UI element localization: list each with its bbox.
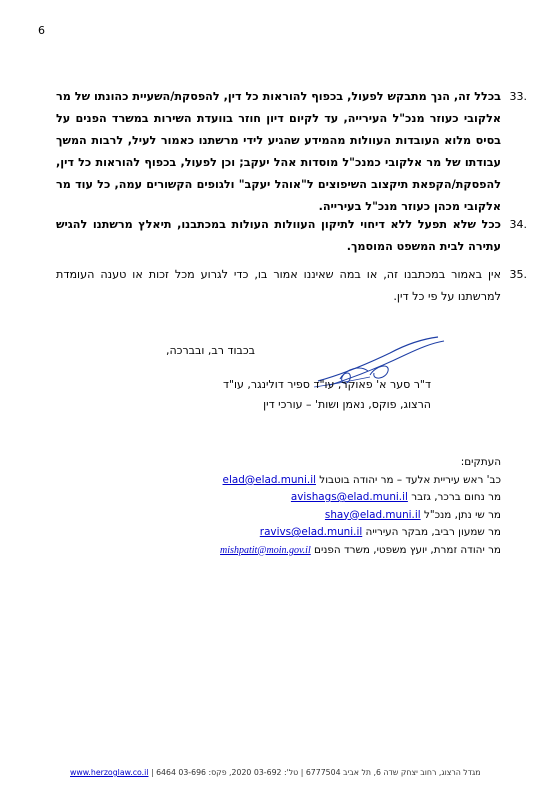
list-item (181, 507, 501, 525)
paragraph-number: 34. (509, 218, 527, 231)
firm-name: הרצוג, פוקס, נאמן ושות' – עורכי דין (263, 398, 431, 411)
recipient-name: מר שמעון רביב, מבקר העירייה (365, 526, 501, 538)
footer (70, 768, 515, 777)
recipient-email-link[interactable]: mishpatit@moin.gov.il (220, 544, 311, 556)
paragraph-number: 35. (509, 268, 527, 281)
recipient-email-link[interactable]: avishags@elad.muni.il (290, 491, 408, 503)
list-item (181, 542, 501, 560)
recipient-email-link[interactable]: elad@elad.muni.il (222, 473, 316, 486)
copies-list (181, 454, 501, 559)
paragraph-33 (56, 86, 527, 218)
website-link[interactable]: www.herzoglaw.co.il (70, 768, 149, 777)
paragraph-text: בכלל זה, הנך מתבקש לפעול, בכפוף להוראות כל דין, להפסקת/השעיית כהונתו של מר אלקובי כעוזר מנכ"ל העירייה, עד לקיום דיון חוזר בוועדת השירות במשרד הפנים על בסיס מלוא העובדות העוולות מהמידע שהגיע לידי מרשתנו כאמור לעיל, לרבות המשך עבודתו של מר אלקובי כמנכ"ל מוסדות אהל יעקב; וכן לפעול, בכפוף להוראות כל דין, להפסקת/הקפאת תיקצוב השיפוצים ל"אוהל יעקב" ולגופים הקשורים עמה, כל עוד מר אלקובי מכהן כעוזר מנכ"ל בעירייה. (56, 90, 501, 213)
closing-greeting: בכבוד רב, ובברכה, (165, 344, 255, 357)
page-number: 6 (38, 24, 45, 37)
paragraph-text: ככל שלא תפעל ללא דיחוי לתיקון העוולות העולות במכתבנו, תיאלץ מרשתנו להגיש עתירה לבית המשפט המוסמך. (56, 218, 501, 253)
copies-title: העתקים: (460, 456, 501, 468)
list-item (181, 524, 501, 542)
list-item (181, 472, 501, 490)
recipient-name: מר נחום ברכר, גזבר (411, 491, 501, 503)
list-item (181, 489, 501, 507)
recipient-name: כב' ראש עיריית אלעד – מר יהודה בוטבול (319, 473, 501, 486)
paragraph-34 (56, 214, 527, 258)
recipient-name: מר יהודה זמרת, יועץ משפטי, משרד הפנים (314, 543, 501, 556)
recipient-email-link[interactable]: ravivs@elad.muni.il (259, 526, 363, 538)
recipient-email-link[interactable]: shay@elad.muni.il (324, 508, 421, 521)
recipient-name: מר שי נתן, מנכ"ל (423, 508, 501, 521)
signatories: ד"ר סער א' פאוקר, עו"ד ספיר דולינגר, עו"ד (222, 378, 431, 391)
paragraph-35 (56, 264, 527, 308)
paragraph-number: 33. (509, 90, 527, 103)
paragraph-text: אין באמור במכתבנו זה, או במה שאיננו אמור בו, כדי לגרוע מכל זכות או טענה העומדת למרשתנו על פי כל דין. (56, 268, 501, 303)
footer-address: מגדל הרצוג, רחוב יצחק שדה 6, תל אביב 6777504 | טל': 03-692 2020, פקס: 03-696 6464 | (150, 768, 481, 777)
